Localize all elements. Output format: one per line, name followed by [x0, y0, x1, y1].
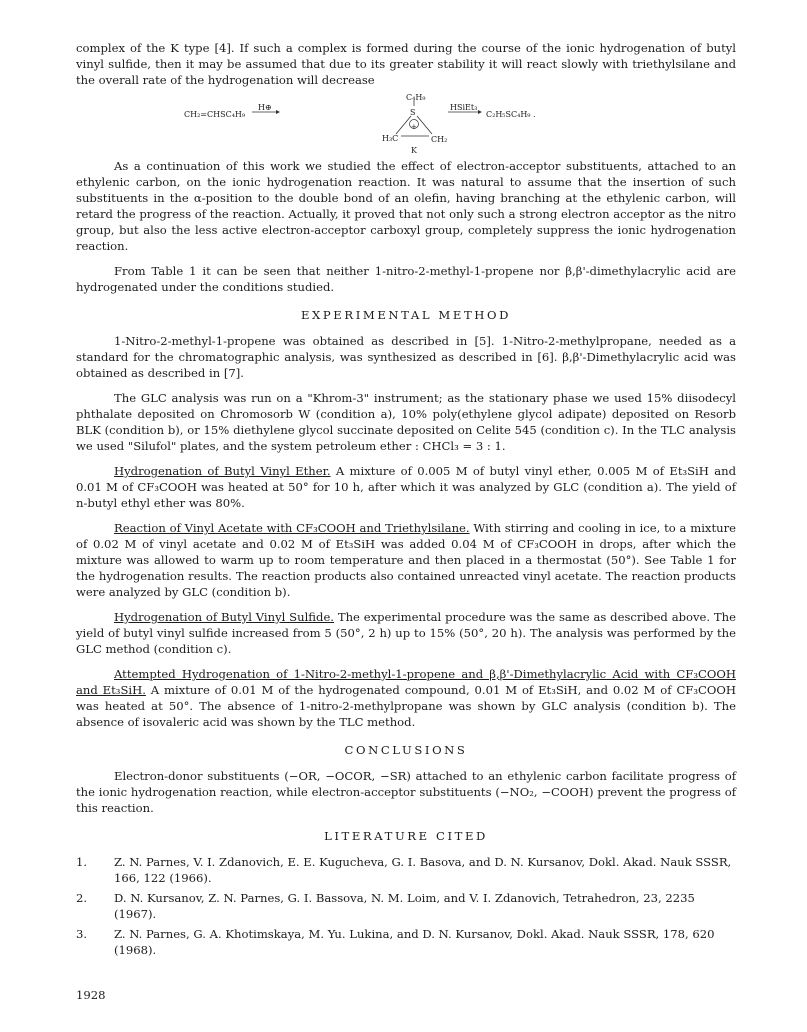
- scheme-product: C₂H₅SC₄H₉ .: [486, 110, 536, 119]
- page-number: 1928: [76, 988, 106, 1002]
- reference-number: 3.: [76, 927, 88, 941]
- scheme-plus: +: [411, 123, 417, 131]
- body-paragraph-2: As a continuation of this work we studied the effect of electron-acceptor substituents, attached to an ethylenic carbon, on the ionic hydrogenation reaction. It was natural to assume that the insertion of such substituents in the α-position to the double bond of an olefin, having branching at the ethylenic carbon, will retard the progress of the reaction. Actually, it proved that not only such a strong electron acceptor as the nitro group, but also the less active electron-acceptor carboxyl group, completely suppress the ionic hydrogenation reaction.: [76, 159, 736, 253]
- section-title-vinyl-acetate: Reaction of Vinyl Acetate with CF₃COOH and Triethylsilane.: [114, 521, 470, 535]
- reaction-scheme: [76, 90, 736, 154]
- section-body-butyl-vinyl-sulfide: The experimental procedure was the same as described above. The yield of butyl vinyl sulfide increased from 5 (50°, 2 h) up to 15% (50°, 20 h). The analysis was performed by the GLC method (condition c).: [76, 610, 736, 656]
- paper-page: [76, 40, 736, 962]
- reference-item: [76, 854, 736, 886]
- reference-list: [76, 854, 736, 958]
- scheme-complex-label: K: [411, 146, 417, 155]
- reference-item: [76, 890, 736, 922]
- experimental-paragraph-2: The GLC analysis was run on a "Khrom-3" instrument; as the stationary phase we used 15% diisodecyl phthalate deposited on Chromosorb W (condition a), 10% poly(ethylene glycol adipate) deposited on Resorb BLK (condition b), or 15% diethylene glycol succinate deposited on Celite 545 (condition c). In the TLC analysis we used "Silufol" plates, and the system petroleum ether : CHCl₃ = 3 : 1.: [76, 391, 736, 453]
- scheme-arrow2-label: HSiEt₃: [450, 103, 478, 112]
- experimental-paragraph-1: 1-Nitro-2-methyl-1-propene was obtained as described in [5]. 1-Nitro-2-methylpropane, needed as a standard for the chromatographic analysis, was synthesized as described in [6]. β,β'-Dimethylacrylic acid was obtained as described in [7].: [76, 334, 736, 380]
- section-title-butyl-vinyl-ether: Hydrogenation of Butyl Vinyl Ether.: [114, 464, 331, 478]
- reference-text: Z. N. Parnes, G. A. Khotimskaya, M. Yu. Lukina, and D. N. Kursanov, Dokl. Akad. Nauk SSSR, 178, 620 (1968).: [114, 927, 715, 957]
- conclusions-paragraph: Electron-donor substituents (−OR, −OCOR, −SR) attached to an ethylenic carbon facilitate progress of the ionic hydrogenation reaction, while electron-acceptor substituents (−NO₂, −COOH) prevent the progress of this reaction.: [76, 769, 736, 815]
- reference-number: 2.: [76, 891, 88, 905]
- reference-text: Z. N. Parnes, V. I. Zdanovich, E. E. Kugucheva, G. I. Basova, and D. N. Kursanov, Dokl. Akad. Nauk SSSR, 166, 122 (1966).: [114, 855, 732, 885]
- scheme-sulfur: S: [410, 108, 416, 117]
- reference-item: [76, 926, 736, 958]
- scheme-right-carbon: CH₂: [431, 135, 448, 144]
- scheme-reactant: CH₂=CHSC₄H₉: [184, 110, 246, 119]
- experimental-paragraph-4: [76, 520, 736, 600]
- section-body-butyl-vinyl-ether: A mixture of 0.005 M of butyl vinyl ether, 0.005 M of Et₃SiH and 0.01 M of CF₃COOH was heated at 50° for 10 h, after which it was analyzed by GLC (condition a). The yield of n-butyl ethyl ether was 80%.: [76, 464, 736, 510]
- section-title-attempted-hydrogenation: Attempted Hydrogenation of 1-Nitro-2-methyl-1-propene and β,β'-Dimethylacrylic Acid with CF₃COOH and Et₃SiH.: [76, 667, 736, 697]
- experimental-paragraph-6: [76, 666, 736, 730]
- reference-number: 1.: [76, 855, 88, 869]
- section-body-attempted-hydrogenation: A mixture of 0.01 M of the hydrogenated compound, 0.01 M of Et₃SiH, and 0.02 M of CF₃COOH was heated at 50°. The absence of 1-nitro-2-methylpropane was shown by GLC analysis (condition b). The absence of isovaleric acid was shown by the TLC method.: [76, 683, 737, 729]
- scheme-arrow1-label: H⊕: [258, 103, 272, 112]
- body-paragraph-3: From Table 1 it can be seen that neither 1-nitro-2-methyl-1-propene nor β,β'-dimethylacrylic acid are hydrogenated under the conditions studied.: [76, 264, 736, 294]
- section-title-butyl-vinyl-sulfide: Hydrogenation of Butyl Vinyl Sulfide.: [114, 610, 334, 624]
- experimental-paragraph-3: [76, 463, 736, 511]
- conclusions-heading: CONCLUSIONS: [344, 743, 468, 757]
- scheme-left-carbon: H₃C: [382, 134, 399, 143]
- experimental-paragraph-5: [76, 609, 736, 657]
- reference-text: D. N. Kursanov, Z. N. Parnes, G. I. Bassova, N. M. Loim, and V. I. Zdanovich, Tetrahedron, 23, 2235 (1967).: [114, 891, 695, 921]
- literature-heading: LITERATURE CITED: [324, 829, 488, 843]
- intro-paragraph: complex of the K type [4]. If such a complex is formed during the course of the ionic hydrogenation of butyl vinyl sulfide, then it may be assumed that due to its greater stability it will react slowly with triethylsilane and the overall rate of the hydrogenation will decrease: [76, 41, 736, 87]
- section-body-vinyl-acetate: With stirring and cooling in ice, to a mixture of 0.02 M of vinyl acetate and 0.02 M of Et₃SiH was added 0.04 M of CF₃COOH in drops, after which the mixture was allowed to warm up to room temperature and then placed in a thermostat (50°). See Table 1 for the hydrogenation results. The reaction products also contained unreacted vinyl acetate. The reaction products were analyzed by GLC (condition b).: [76, 521, 736, 599]
- scheme-top-substituent: C₄H₉: [406, 93, 426, 102]
- experimental-heading: EXPERIMENTAL METHOD: [300, 308, 511, 322]
